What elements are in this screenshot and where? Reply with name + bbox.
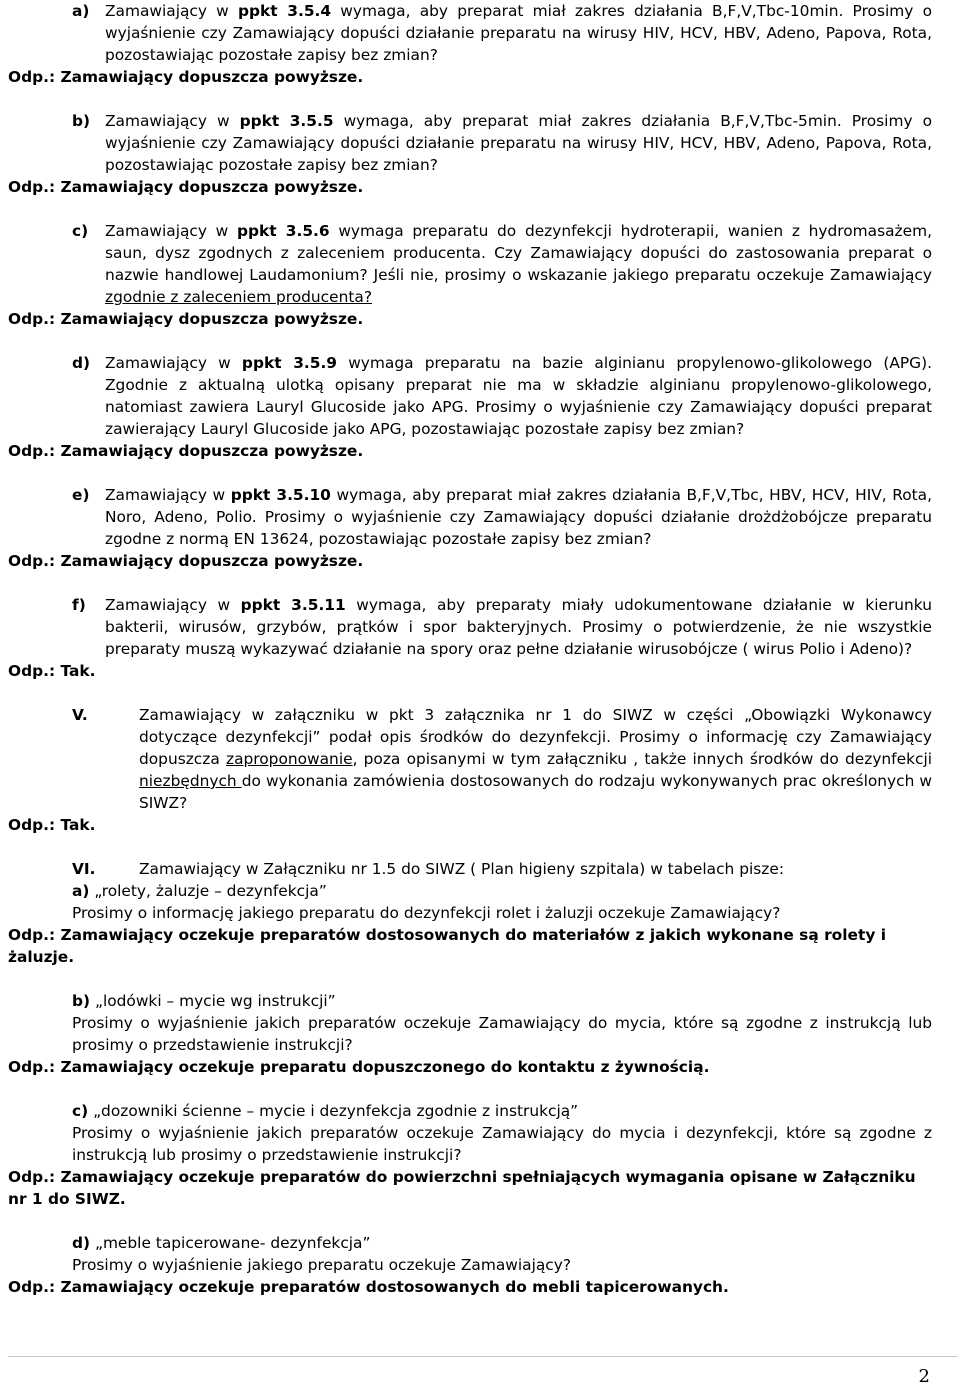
question-c (8, 220, 932, 308)
answer: Odp.: Tak. (8, 662, 96, 680)
question-label: e) (72, 486, 90, 504)
answer: Odp.: Zamawiający dopuszcza powyższe. (8, 552, 364, 570)
section-v (8, 704, 932, 814)
question-body: Zamawiający w ppkt 3.5.11 wymaga, aby preparaty miały udokumentowane działanie w kierunku bakterii, wirusów, grzybów, prątków i spor bakteryjnych. Prosimy o potwierdzenie, że nie wszystkie preparaty muszą wykazywać działanie na spory oraz pełne działanie wirusobójcze ( wirus Polio i Adeno)? (105, 596, 932, 658)
section-body: Zamawiający w załączniku w pkt 3 załącznika nr 1 do SIWZ w części „Obowiązki Wykonawcy dotyczące dezynfekcji” podał opis środków do dezynfekcji. Prosimy o informację czy Zamawiający dopuszcza zaproponowanie, poza opisanymi w tym załączniku , także innych środków do dezynfekcji niezbędnych do wykonania zamówienia dostosowanych do rodzaju wykonywanych prac określonych w SIWZ? (139, 706, 932, 812)
question-body: Zamawiający w ppkt 3.5.5 wymaga, aby preparat miał zakres działania B,F,V,Tbc-5min. Prosimy o wyjaśnienie czy Zamawiający dopuści działanie preparatu na wirusy HIV, HCV, HBV, Adeno, Papova, Rota, pozostawiając pozostałe zapisy bez zmian? (105, 112, 932, 174)
section-title: Zamawiający w Załączniku nr 1.5 do SIWZ ( Plan higieny szpitala) w tabelach pisze: (139, 860, 785, 878)
question-b (8, 110, 932, 176)
question-d (8, 352, 932, 440)
answer: Odp.: Zamawiający dopuszcza powyższe. (8, 310, 364, 328)
answer: Odp.: Tak. (8, 816, 96, 834)
question-a (8, 0, 932, 66)
subsection-text: Prosimy o wyjaśnienie jakich preparatów oczekuje Zamawiający do mycia i dezynfekcji, które są zgodne z instrukcją lub prosimy o przedstawienie instrukcji? (72, 1124, 932, 1164)
footer-divider (8, 1356, 958, 1357)
answer: Odp.: Zamawiający dopuszcza powyższe. (8, 442, 364, 460)
subsection-c: c) „dozowniki ścienne – mycie i dezynfekcja zgodnie z instrukcją” Prosimy o wyjaśnienie jakich preparatów oczekuje Zamawiający do mycia i dezynfekcji, które są zgodne z instrukcją lub prosimy o przedstawienie instrukcji? (72, 1102, 932, 1164)
section-label: VI. (72, 860, 96, 878)
question-label: b) (72, 112, 91, 130)
subsection-text: Prosimy o wyjaśnienie jakich preparatów oczekuje Zamawiający do mycia, które są zgodne z instrukcją lub prosimy o przedstawienie instrukcji? (72, 1014, 932, 1054)
question-body: Zamawiający w ppkt 3.5.6 wymaga preparatu do dezynfekcji hydroterapii, wanien z hydromasażem, saun, dysz zgodnych z zaleceniem producenta. Czy Zamawiający dopuści do zastosowania preparat o nazwie handlowej Laudamonium? Jeśli nie, prosimy o wskazanie jakiego preparatu oczekuje Zamawiający zgodnie z zaleceniem producenta? (105, 222, 932, 306)
answer: Odp.: Zamawiający dopuszcza powyższe. (8, 68, 364, 86)
answer: Odp.: Zamawiający oczekuje preparatów dostosowanych do materiałów z jakich wykonane są rolety i żaluzje. (8, 926, 886, 966)
question-label: a) (72, 2, 90, 20)
document-page (8, 0, 932, 1298)
question-body: Zamawiający w ppkt 3.5.4 wymaga, aby preparat miał zakres działania B,F,V,Tbc-10min. Prosimy o wyjaśnienie czy Zamawiający dopuści działanie preparatu na wirusy HIV, HCV, HBV, Adeno, Papova, Rota, pozostawiając pozostałe zapisy bez zmian? (105, 2, 932, 64)
question-label: f) (72, 596, 86, 614)
answer: Odp.: Zamawiający dopuszcza powyższe. (8, 178, 364, 196)
subsection-text: Prosimy o wyjaśnienie jakiego preparatu oczekuje Zamawiający? (72, 1256, 572, 1274)
question-body: Zamawiający w ppkt 3.5.10 wymaga, aby preparat miał zakres działania B,F,V,Tbc, HBV, HCV, HIV, Rota, Noro, Adeno, Polio. Prosimy o wyjaśnienie czy Zamawiający dopuści działanie drożdżobójcze preparatu zgodne z normą EN 13624, pozostawiając pozostałe zapisy bez zmian? (105, 486, 933, 548)
subsection-text: Prosimy o informację jakiego preparatu do dezynfekcji rolet i żaluzji oczekuje Zamawiający? (72, 904, 781, 922)
question-f (8, 594, 932, 660)
subsection-b: b) „lodówki – mycie wg instrukcji” Prosimy o wyjaśnienie jakich preparatów oczekuje Zamawiający do mycia, które są zgodne z instrukcją lub prosimy o przedstawienie instrukcji? (72, 992, 932, 1054)
subsection-a: a) „rolety, żaluzje – dezynfekcja” Prosimy o informację jakiego preparatu do dezynfekcji rolet i żaluzji oczekuje Zamawiający? (8, 880, 932, 924)
answer: Odp.: Zamawiający oczekuje preparatu dopuszczonego do kontaktu z żywnością. (8, 1058, 710, 1076)
subsection-head: „rolety, żaluzje – dezynfekcja” (94, 882, 327, 900)
section-label: V. (72, 706, 88, 724)
subsection-d: d) „meble tapicerowane- dezynfekcja” Prosimy o wyjaśnienie jakiego preparatu oczekuje Zamawiający? (8, 1232, 932, 1276)
subsection-head: „dozowniki ścienne – mycie i dezynfekcja zgodnie z instrukcją” (93, 1102, 579, 1120)
question-body: Zamawiający w ppkt 3.5.9 wymaga preparatu na bazie alginianu propylenowo-glikolowego (APG). Zgodnie z aktualną ulotką opisany preparat nie ma w składzie alginianu propylenowo-glikolowego, natomiast zawiera Lauryl Glucoside jako APG. Prosimy o wyjaśnienie czy Zamawiający dopuści preparat zawierający Lauryl Glucoside jako APG, pozostawiając pozostałe zapisy bez zmian? (105, 354, 932, 438)
subsection-head: „meble tapicerowane- dezynfekcja” (94, 1234, 371, 1252)
subsection-head: „lodówki – mycie wg instrukcji” (94, 992, 336, 1010)
section-vi (8, 858, 932, 880)
question-label: d) (72, 354, 91, 372)
page-number: 2 (918, 1366, 930, 1387)
answer: Odp.: Zamawiający oczekuje preparatów dostosowanych do mebli tapicerowanych. (8, 1278, 729, 1296)
answer: Odp.: Zamawiający oczekuje preparatów do powierzchni spełniających wymagania opisane w Załączniku nr 1 do SIWZ. (8, 1168, 916, 1208)
question-label: c) (72, 222, 89, 240)
question-e (8, 484, 932, 550)
